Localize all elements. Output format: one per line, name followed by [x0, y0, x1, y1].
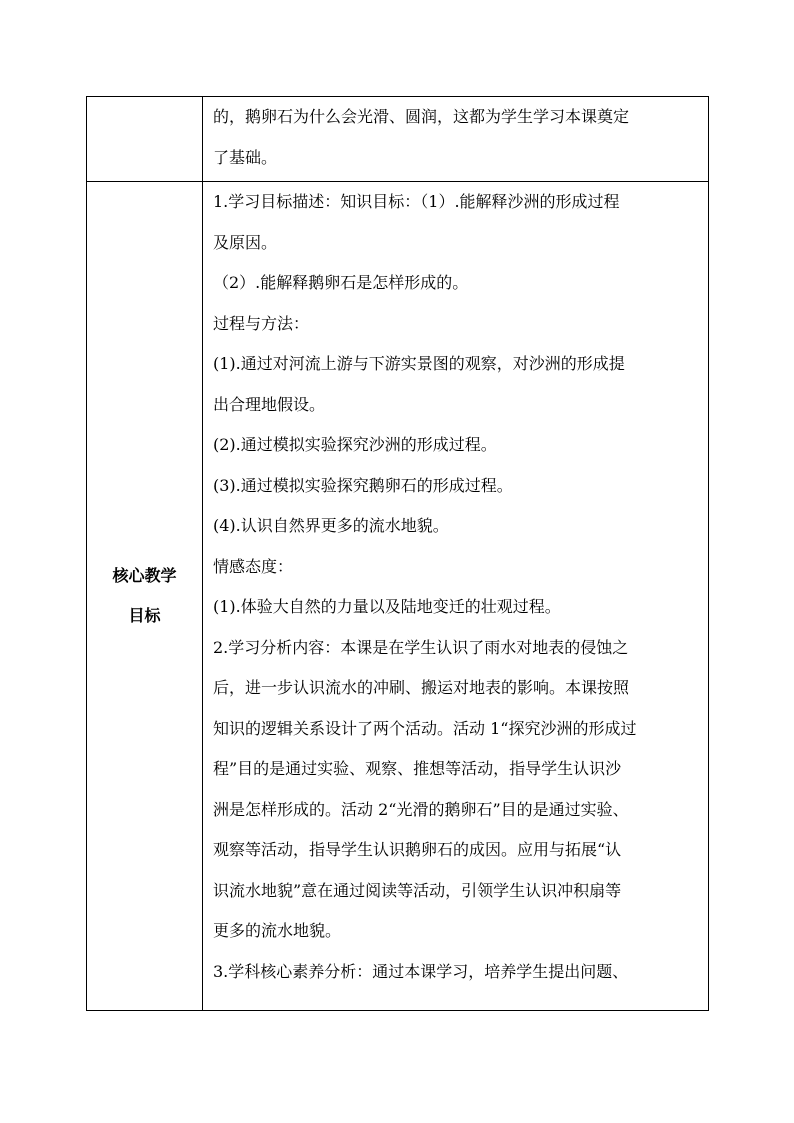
content-line: 识流水地貌”意在通过阅读等活动，引领学生认识冲积扇等	[213, 880, 622, 900]
table-row	[87, 182, 709, 1011]
core-goals-content-cell	[203, 182, 709, 1011]
content-line: （2）.能解释鹅卵石是怎样形成的。	[213, 273, 469, 292]
core-goals-label-line2: 目标	[128, 606, 161, 625]
content-line: (1).通过对河流上游与下游实景图的观察，对沙洲的形成提	[213, 354, 625, 373]
row-label-cell	[87, 97, 203, 182]
core-goals-label-cell	[87, 182, 203, 1011]
content-line: 出合理地假设。	[213, 394, 326, 414]
core-goals-label-line1: 核心教学	[112, 566, 177, 585]
content-line: 2.学习分析内容：本课是在学生认识了雨水对地表的侵蚀之	[213, 637, 629, 657]
content-line: 程”目的是通过实验、观察、推想等活动，指导学生认识沙	[213, 759, 622, 778]
content-line: (4).认识自然界更多的流水地貌。	[213, 516, 449, 535]
row-content-cell	[203, 97, 709, 182]
table-row	[87, 97, 709, 182]
content-line: 了基础。	[213, 147, 278, 167]
content-line: (2).通过模拟实验探究沙洲的形成过程。	[213, 435, 497, 454]
content-line: 更多的流水地貌。	[213, 921, 342, 940]
content-line: (3).通过模拟实验探究鹅卵石的形成过程。	[213, 475, 513, 495]
content-line: 及原因。	[213, 232, 278, 252]
content-line: 观察等活动，指导学生认识鹅卵石的成因。应用与拓展“认	[213, 840, 622, 859]
content-line: 洲是怎样形成的。活动 2“光滑的鹅卵石”目的是通过实验、	[213, 799, 629, 819]
content-line: 过程与方法：	[213, 313, 310, 333]
content-line: 3.学科核心素养分析：通过本课学习，培养学生提出问题、	[213, 961, 629, 981]
content-line: 1.学习目标描述：知识目标：（1）.能解释沙洲的形成过程	[213, 192, 620, 211]
content-line: 情感态度：	[213, 556, 294, 576]
content-line: 后，进一步认识流水的冲刷、搬运对地表的影响。本课按照	[213, 678, 630, 697]
content-line: 知识的逻辑关系设计了两个活动。活动 1“探究沙洲的形成过	[213, 718, 637, 738]
lesson-plan-table	[86, 96, 709, 1011]
content-line: (1).体验大自然的力量以及陆地变迁的壮观过程。	[213, 597, 561, 616]
content-line: 的，鹅卵石为什么会光滑、圆润，这都为学生学习本课奠定	[213, 107, 630, 126]
